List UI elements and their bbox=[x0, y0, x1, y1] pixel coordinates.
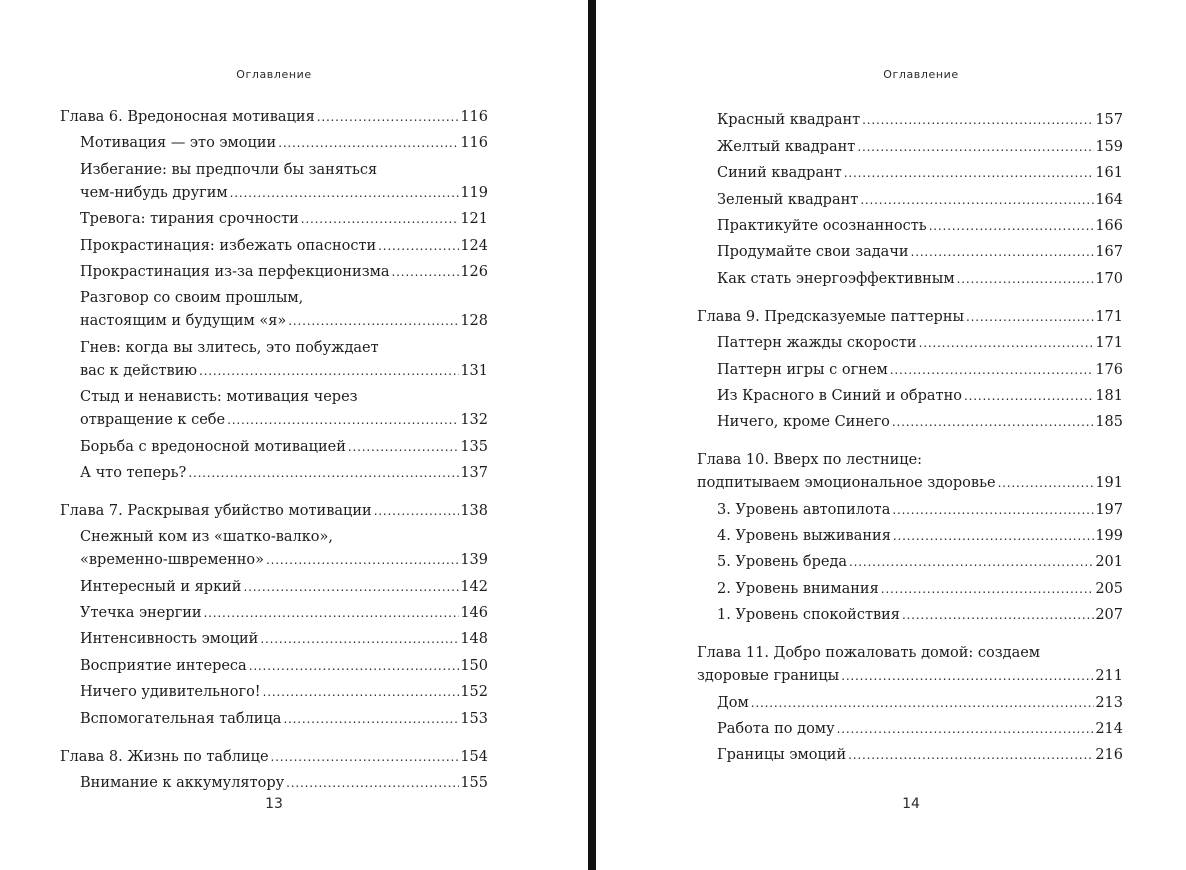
toc-entry-title: Практикуйте осознанность bbox=[717, 217, 927, 234]
toc-entry-page-number: 138 bbox=[460, 502, 488, 519]
toc-entry-title: Вспомогательная таблица bbox=[80, 710, 282, 727]
toc-entry-title-line: Избегание: вы предпочли бы заняться bbox=[80, 161, 378, 178]
toc-section-entry[interactable] bbox=[697, 268, 1123, 291]
toc-entry-title: Глава 6. Вредоносная мотивация bbox=[60, 109, 315, 125]
toc-entry-page-number: 128 bbox=[460, 313, 488, 330]
toc-entry-page-number: 214 bbox=[1095, 721, 1123, 738]
toc-section-entry[interactable] bbox=[60, 628, 488, 651]
dot-leader bbox=[893, 525, 1094, 548]
dot-leader bbox=[892, 411, 1094, 434]
book-spine bbox=[588, 0, 596, 870]
toc-entry-page-number: 157 bbox=[1095, 112, 1123, 129]
toc-entry-title: А что теперь? bbox=[80, 464, 187, 481]
toc-entry-title: вас к действию bbox=[80, 362, 197, 379]
toc-section-entry[interactable] bbox=[697, 241, 1123, 264]
toc-entry-page-number: 159 bbox=[1095, 138, 1123, 155]
toc-entry-page-number: 126 bbox=[460, 263, 488, 280]
toc-section-entry[interactable] bbox=[60, 261, 488, 284]
dot-leader bbox=[348, 436, 459, 459]
dot-leader bbox=[919, 332, 1095, 355]
toc-entry-page-number: 119 bbox=[460, 184, 488, 201]
toc-entry-page-number: 197 bbox=[1095, 501, 1123, 518]
toc-entry-page-number: 171 bbox=[1095, 335, 1123, 352]
toc-entry-title-line: Глава 11. Добро пожаловать домой: создаем bbox=[697, 645, 1041, 662]
toc-entry-title: Из Красного в Синий и обратно bbox=[717, 387, 962, 404]
toc-section-entry[interactable] bbox=[697, 578, 1123, 601]
right-page bbox=[596, 0, 1186, 870]
toc-entry-title-line: Снежный ком из «шатко-валко», bbox=[80, 529, 334, 546]
dot-leader bbox=[286, 772, 459, 795]
toc-entry-title: чем-нибудь другим bbox=[80, 184, 228, 201]
toc-entry-title: 2. Уровень внимания bbox=[717, 580, 879, 597]
toc-entry-page-number: 205 bbox=[1095, 580, 1123, 597]
toc-entry-title-line: Стыд и ненависть: мотивация через bbox=[80, 389, 358, 406]
dot-leader bbox=[929, 215, 1095, 238]
toc-section-entry[interactable] bbox=[60, 436, 488, 459]
toc-chapter-entry[interactable] bbox=[697, 642, 1123, 688]
running-head: Оглавление bbox=[883, 68, 959, 81]
toc-entry-page-number: 152 bbox=[460, 684, 488, 701]
toc-entry-title: Границы эмоций bbox=[717, 747, 847, 764]
dot-leader bbox=[392, 261, 460, 284]
toc-entry-title: настоящим и будущим «я» bbox=[80, 313, 287, 330]
dot-leader bbox=[849, 551, 1094, 574]
dot-leader bbox=[378, 235, 459, 258]
toc-entry-title: Желтый квадрант bbox=[717, 138, 856, 155]
toc-section-entry[interactable] bbox=[697, 604, 1123, 627]
dot-leader bbox=[957, 268, 1095, 291]
dot-leader bbox=[288, 310, 459, 333]
dot-leader bbox=[204, 602, 460, 625]
toc-entry-title-line: Глава 10. Вверх по лестнице: bbox=[697, 452, 923, 469]
toc-entry-title: Глава 8. Жизнь по таблице bbox=[60, 748, 269, 765]
toc-section-entry[interactable] bbox=[697, 162, 1123, 185]
dot-leader bbox=[860, 189, 1094, 212]
toc-entry-page-number: 170 bbox=[1095, 270, 1123, 287]
dot-leader bbox=[862, 109, 1094, 132]
toc-entry-page-number: 137 bbox=[460, 464, 488, 481]
toc-entry-page-number: 150 bbox=[460, 657, 488, 674]
toc-entry-page-number: 216 bbox=[1095, 747, 1123, 764]
toc-chapter-entry[interactable] bbox=[60, 746, 488, 769]
toc-entry-title: Дом bbox=[717, 694, 749, 711]
toc-entry-page-number: 181 bbox=[1095, 387, 1123, 404]
dot-leader bbox=[966, 306, 1094, 329]
toc-section-entry[interactable] bbox=[697, 551, 1123, 574]
toc-section-entry[interactable] bbox=[697, 411, 1123, 434]
toc-entry-title: Прокрастинация: избежать опасности bbox=[80, 237, 377, 254]
toc-entry-title: Интенсивность эмоций bbox=[80, 631, 259, 648]
toc-entry-page-number: 139 bbox=[460, 552, 488, 569]
toc-entry-page-number: 124 bbox=[460, 237, 488, 254]
toc-entry-title: Ничего, кроме Синего bbox=[717, 414, 890, 431]
toc-entry-title: Мотивация — это эмоции bbox=[80, 135, 277, 152]
left-page bbox=[0, 0, 588, 870]
dot-leader bbox=[263, 681, 460, 704]
toc-entry-title: Внимание к аккумулятору bbox=[80, 775, 285, 792]
toc-section-entry[interactable] bbox=[60, 132, 488, 155]
toc-entry-title: Интересный и яркий bbox=[80, 578, 242, 595]
toc-section-entry[interactable] bbox=[697, 692, 1123, 715]
toc-entry-title: Глава 7. Раскрывая убийство мотивации bbox=[60, 502, 372, 519]
toc-entry-page-number: 201 bbox=[1095, 554, 1123, 571]
toc-entry-title: Утечка энергии bbox=[80, 605, 202, 622]
toc-entry-page-number: 166 bbox=[1095, 217, 1123, 234]
toc-section-entry[interactable] bbox=[60, 462, 488, 485]
toc-entry-title: отвращение к себе bbox=[80, 412, 226, 429]
toc-entry-title: Синий квадрант bbox=[717, 165, 842, 182]
toc-entry-page-number: 148 bbox=[460, 631, 488, 648]
toc-entry-page-number: 199 bbox=[1095, 528, 1123, 545]
toc-entry-title: Паттерн жажды скорости bbox=[717, 335, 917, 352]
toc-entry-page-number: 211 bbox=[1095, 668, 1123, 685]
dot-leader bbox=[199, 360, 459, 383]
toc-section-entry[interactable] bbox=[697, 525, 1123, 548]
toc-entry-title: 3. Уровень автопилота bbox=[717, 501, 891, 518]
toc-entry-title-line: Разговор со своим прошлым, bbox=[80, 290, 304, 307]
toc-entry-title: Ничего удивительного! bbox=[80, 684, 261, 701]
toc-section-entry[interactable] bbox=[60, 602, 488, 625]
toc-section-entry[interactable] bbox=[60, 526, 488, 572]
dot-leader bbox=[837, 718, 1095, 741]
toc-section-entry[interactable] bbox=[60, 159, 488, 205]
toc-entry-title: подпитываем эмоциональное здоровье bbox=[697, 475, 996, 492]
toc-section-entry[interactable] bbox=[60, 287, 488, 333]
toc-entry-title: «временно-швременно» bbox=[80, 552, 265, 569]
toc-section-entry[interactable] bbox=[60, 337, 488, 383]
toc-entry-title: Работа по дому bbox=[717, 721, 835, 738]
toc-entry-title: Восприятие интереса bbox=[80, 657, 247, 674]
toc-entry-page-number: 164 bbox=[1095, 191, 1123, 208]
toc-section-entry[interactable] bbox=[697, 744, 1123, 767]
toc-entry-title: Зеленый квадрант bbox=[717, 191, 859, 208]
toc-section-entry[interactable] bbox=[697, 385, 1123, 408]
running-head: Оглавление bbox=[236, 68, 312, 81]
toc-section-entry[interactable] bbox=[697, 332, 1123, 355]
toc-entry-title: Глава 9. Предсказуемые паттерны bbox=[697, 308, 965, 325]
toc-entry-page-number: 153 bbox=[460, 710, 488, 727]
dot-leader bbox=[902, 604, 1094, 627]
toc-entry-title: здоровые границы bbox=[697, 668, 840, 685]
toc-chapter-entry[interactable] bbox=[60, 500, 488, 523]
toc-section-entry[interactable] bbox=[60, 208, 488, 231]
toc-entry-title: 4. Уровень выживания bbox=[717, 528, 891, 545]
dot-leader bbox=[271, 746, 460, 769]
toc-entry-title: 1. Уровень спокойствия bbox=[717, 607, 900, 624]
toc-section-entry[interactable] bbox=[60, 655, 488, 678]
page-number: 14 bbox=[902, 796, 920, 812]
toc-section-entry[interactable] bbox=[697, 189, 1123, 212]
toc-section-entry[interactable] bbox=[697, 359, 1123, 382]
toc-section-entry[interactable] bbox=[697, 718, 1123, 741]
dot-leader bbox=[230, 182, 460, 205]
toc-section-entry[interactable] bbox=[60, 708, 488, 731]
toc-entry-page-number: 171 bbox=[1095, 308, 1123, 325]
toc-entry-title: Прокрастинация из-за перфекционизма bbox=[80, 263, 390, 280]
toc-entry-page-number: 121 bbox=[460, 211, 488, 228]
toc-entry-title: Как стать энергоэффективным bbox=[717, 270, 955, 287]
toc-entry-page-number: 207 bbox=[1095, 607, 1123, 624]
dot-leader bbox=[227, 409, 459, 432]
toc-entry-page-number: 176 bbox=[1095, 361, 1123, 378]
toc-entry-page-number: 116 bbox=[460, 135, 488, 152]
table-of-contents bbox=[60, 106, 488, 795]
dot-leader bbox=[881, 578, 1095, 601]
toc-section-entry[interactable] bbox=[697, 499, 1123, 522]
toc-section-entry[interactable] bbox=[60, 235, 488, 258]
toc-entry-page-number: 155 bbox=[460, 775, 488, 792]
toc-entry-title: Паттерн игры с огнем bbox=[717, 361, 888, 378]
toc-section-entry[interactable] bbox=[60, 386, 488, 432]
dot-leader bbox=[857, 136, 1094, 159]
toc-entry-page-number: 132 bbox=[460, 412, 488, 429]
toc-section-entry[interactable] bbox=[697, 215, 1123, 238]
dot-leader bbox=[998, 472, 1095, 495]
dot-leader bbox=[243, 576, 459, 599]
toc-section-entry[interactable] bbox=[697, 136, 1123, 159]
dot-leader bbox=[260, 628, 459, 651]
dot-leader bbox=[249, 655, 460, 678]
dot-leader bbox=[911, 241, 1095, 264]
toc-entry-page-number: 131 bbox=[460, 362, 488, 379]
dot-leader bbox=[892, 499, 1094, 522]
dot-leader bbox=[374, 500, 460, 523]
dot-leader bbox=[890, 359, 1095, 382]
dot-leader bbox=[841, 665, 1094, 688]
toc-chapter-entry[interactable] bbox=[60, 106, 488, 129]
toc-entry-title-line: Гнев: когда вы злитесь, это побуждает bbox=[80, 339, 379, 356]
toc-chapter-entry[interactable] bbox=[697, 306, 1123, 329]
toc-entry-page-number: 135 bbox=[460, 438, 488, 455]
toc-entry-page-number: 154 bbox=[460, 748, 488, 765]
toc-entry-title: Борьба с вредоносной мотивацией bbox=[80, 438, 346, 455]
dot-leader bbox=[301, 208, 460, 231]
toc-entry-title: Красный квадрант bbox=[717, 112, 861, 129]
toc-entry-page-number: 142 bbox=[460, 578, 488, 595]
dot-leader bbox=[278, 132, 459, 155]
toc-entry-title: 5. Уровень бреда bbox=[717, 554, 848, 571]
toc-entry-title: Продумайте свои задачи bbox=[717, 244, 909, 261]
toc-entry-page-number: 191 bbox=[1095, 475, 1123, 492]
toc-section-entry[interactable] bbox=[60, 681, 488, 704]
table-of-contents bbox=[697, 106, 1123, 767]
toc-entry-page-number: 213 bbox=[1095, 694, 1123, 711]
toc-entry-page-number: 185 bbox=[1095, 414, 1123, 431]
toc-entry-page-number: 161 bbox=[1095, 165, 1123, 182]
dot-leader bbox=[964, 385, 1094, 408]
dot-leader bbox=[266, 549, 459, 572]
toc-chapter-entry[interactable] bbox=[697, 449, 1123, 495]
dot-leader bbox=[317, 106, 460, 129]
dot-leader bbox=[844, 162, 1095, 185]
toc-section-entry[interactable] bbox=[697, 109, 1123, 132]
page-number: 13 bbox=[265, 796, 283, 812]
toc-entry-page-number: 146 bbox=[460, 605, 488, 622]
toc-entry-page-number: 116 bbox=[460, 109, 488, 125]
toc-section-entry[interactable] bbox=[60, 576, 488, 599]
dot-leader bbox=[751, 692, 1095, 715]
dot-leader bbox=[188, 462, 459, 485]
toc-section-entry[interactable] bbox=[60, 772, 488, 795]
toc-entry-page-number: 167 bbox=[1095, 244, 1123, 261]
toc-entry-title: Тревога: тирания срочности bbox=[80, 211, 299, 228]
dot-leader bbox=[283, 708, 459, 731]
dot-leader bbox=[848, 744, 1094, 767]
